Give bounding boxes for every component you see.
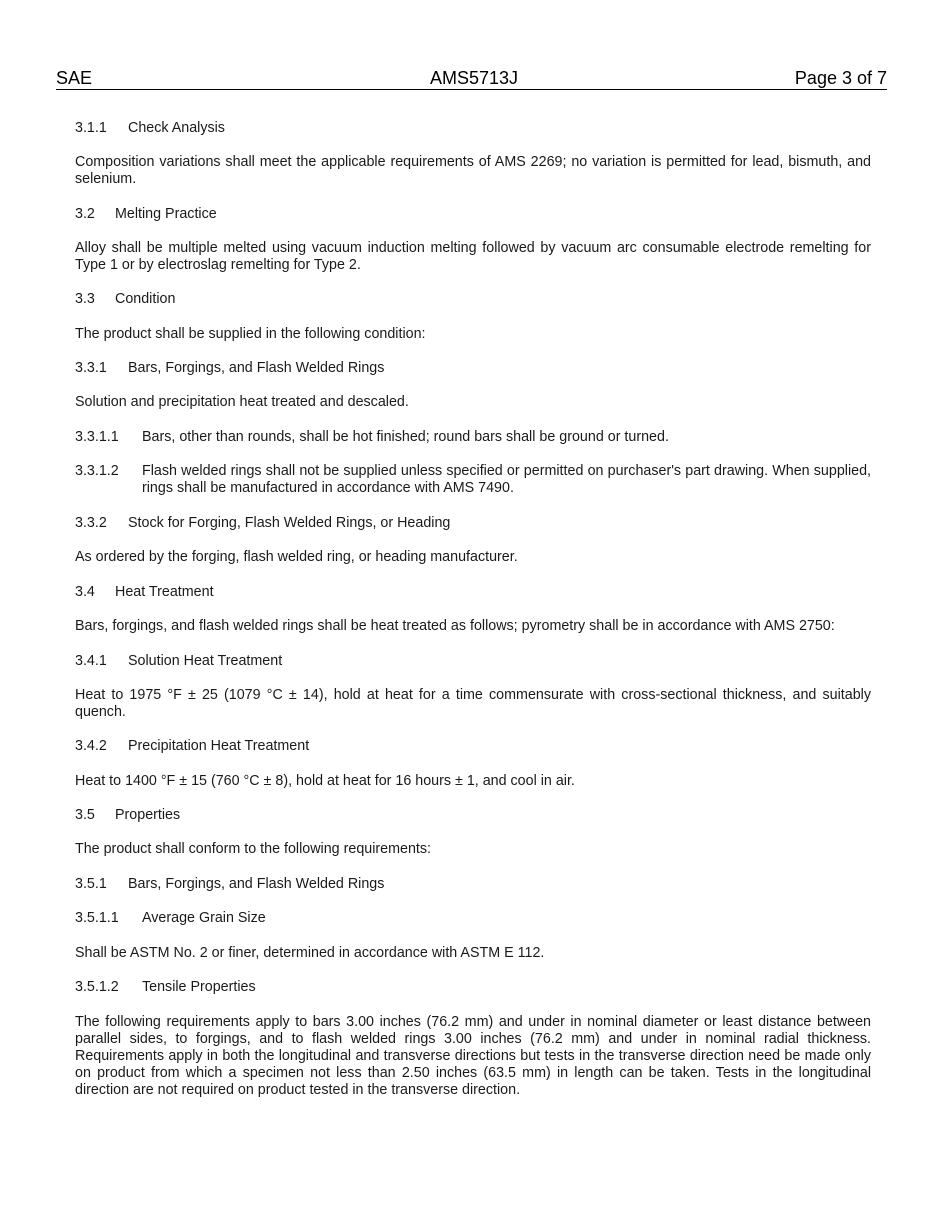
section-heading: 3.3.2 Stock for Forging, Flash Welded Rings, or Heading xyxy=(75,515,451,531)
paragraph: The product shall conform to the following requirements: xyxy=(75,841,432,857)
paragraph: As ordered by the forging, flash welded ring, or heading manufacturer. xyxy=(75,549,518,565)
paragraph: Composition variations shall meet the applicable requirements of AMS 2269; no variation is permitted for lead, bismuth, and selenium. xyxy=(75,154,871,187)
section-heading: 3.1.1 Check Analysis xyxy=(75,120,225,136)
paragraph: Alloy shall be multiple melted using vacuum induction melting followed by vacuum arc consumable electrode remelting for Type 1 or by electroslag remelting for Type 2. xyxy=(75,240,871,273)
section-heading: 3.5.1.2 Tensile Properties xyxy=(75,979,256,995)
header-page-number: Page 3 of 7 xyxy=(794,68,887,88)
paragraph: Heat to 1400 °F ± 15 (760 °C ± 8), hold at heat for 16 hours ± 1, and cool in air. xyxy=(75,773,575,789)
paragraph: Bars, forgings, and flash welded rings shall be heat treated as follows; pyrometry shall be in accordance with AMS 2750: xyxy=(75,618,835,634)
paragraph: The product shall be supplied in the following condition: xyxy=(75,326,426,342)
section-heading: 3.4.2 Precipitation Heat Treatment xyxy=(75,738,310,754)
numbered-item: 3.3.1.2 Flash welded rings shall not be supplied unless specified or permitted on purchaser's part drawing. When supplied, rings shall be manufactured in accordance with AMS 7490. xyxy=(75,463,871,496)
section-heading: 3.5 Properties xyxy=(75,807,181,823)
section-heading: 3.2 Melting Practice xyxy=(75,206,217,222)
paragraph: Heat to 1975 °F ± 25 (1079 °C ± 14), hold at heat for a time commensurate with cross-sectional thickness, and suitably quench. xyxy=(75,687,871,720)
header-org: SAE xyxy=(56,68,93,88)
page-header xyxy=(56,68,887,90)
header-doc-id: AMS5713J xyxy=(430,68,519,88)
section-heading: 3.3 Condition xyxy=(75,291,176,307)
paragraph: Solution and precipitation heat treated and descaled. xyxy=(75,394,409,410)
paragraph: Shall be ASTM No. 2 or finer, determined in accordance with ASTM E 112. xyxy=(75,945,545,961)
section-heading: 3.3.1 Bars, Forgings, and Flash Welded Rings xyxy=(75,360,385,376)
section-heading: 3.5.1 Bars, Forgings, and Flash Welded Rings xyxy=(75,876,385,892)
section-heading: 3.4.1 Solution Heat Treatment xyxy=(75,653,283,669)
section-heading: 3.5.1.1 Average Grain Size xyxy=(75,910,266,926)
numbered-item: 3.3.1.1 Bars, other than rounds, shall be hot finished; round bars shall be ground or turned. xyxy=(75,429,669,445)
paragraph: The following requirements apply to bars 3.00 inches (76.2 mm) and under in nominal diameter or least distance between parallel sides, to forgings, and to flash welded rings 3.00 inches (76.2 mm) and under in nominal radial thickness. Requirements apply in both the longitudinal and transverse directions but tests in the transverse direction need be made only on product from which a specimen not less than 2.50 inches (63.5 mm) in length can be taken. Tests in the longitudinal direction are not required on product tested in the transverse direction. xyxy=(75,1014,871,1098)
section-heading: 3.4 Heat Treatment xyxy=(75,584,214,600)
